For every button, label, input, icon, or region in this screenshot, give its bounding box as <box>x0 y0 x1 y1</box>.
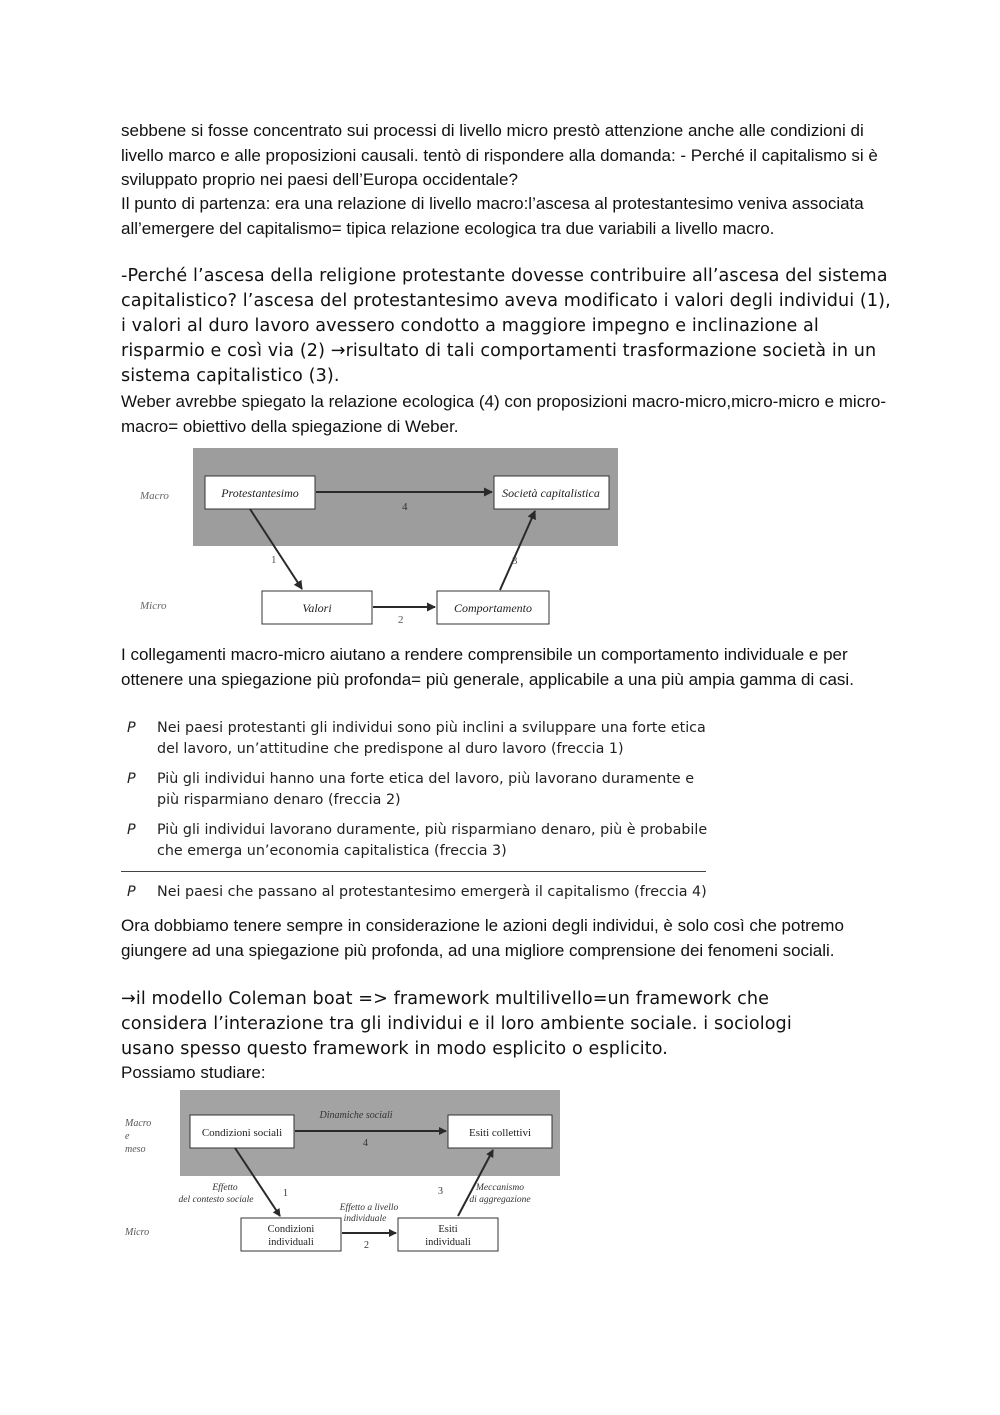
box-esiti-collettivi <box>448 1115 552 1148</box>
effetto-individuale-label-1: Effetto a livello <box>339 1203 399 1213</box>
meccanismo-label-2: di aggregazione <box>469 1195 531 1205</box>
propositions-list <box>121 718 711 912</box>
paragraph-individual-actions: Ora dobbiamo tenere sempre in considerazione le azioni degli individui, è solo così che potremo giungere ad una spiegazione più profonda, ad una migliore comprensione dei fenomeni sociali. <box>121 916 844 960</box>
meso-label: meso <box>125 1144 146 1155</box>
arrow-2-label: 2 <box>398 614 404 626</box>
svg-text:Esiti collettivi: Esiti collettivi <box>468 1127 532 1139</box>
meccanismo-label-1: Meccanismo <box>475 1183 525 1193</box>
macro-e-label: e <box>125 1131 130 1142</box>
paragraph-starting-point: Il punto di partenza: era una relazione di livello macro:l’ascesa al protestantesimo veniva associata all’emergere del capitalismo= tipica relazione ecologica tra due variabili a livello macro. <box>121 194 864 238</box>
proposition-2: P Più gli individui hanno una forte etica del lavoro, più lavorano duramente e più risparmiano denaro (freccia 2) <box>127 771 695 808</box>
box-comportamento <box>437 591 549 624</box>
box-protestantesimo <box>205 476 315 509</box>
svg-text:Comportamento: Comportamento <box>454 601 532 615</box>
micro-label: Micro <box>125 1227 150 1238</box>
coleman-boat-diagram <box>120 1088 570 1258</box>
arrow-3-label: 3 <box>512 555 518 567</box>
box-condizioni-individuali <box>241 1218 341 1251</box>
svg-text:Condizioni sociali: Condizioni sociali <box>201 1127 283 1139</box>
effetto-contesto-label-2: del contesto sociale <box>178 1195 254 1205</box>
arrow-1-label: 1 <box>283 1188 288 1199</box>
box-condizioni-sociali <box>190 1115 294 1148</box>
micro-label: Micro <box>140 600 167 612</box>
paragraph-weber-explanation: Weber avrebbe spiegato la relazione ecologica (4) con proposizioni macro-micro,micro-micro e micro-macro= obiettivo della spiegazione di Weber. <box>121 392 886 436</box>
paragraph-protestant-rise: -Perché l’ascesa della religione protestante dovesse contribuire all’ascesa del sistema capitalistico? l’ascesa del protestantesimo aveva modificato i valori degli individui (1), i valori al duro lavoro avessero condotto a maggiore impegno e inclinazione al risparmio e così via (2) →risultato di tali comportamenti trasformazione società in un sistema capitalistico (3). <box>121 266 891 386</box>
paragraph-coleman-boat: →il modello Coleman boat => framework multilivello=un framework che considera l’interazione tra gli individui e il loro ambiente sociale. i sociologi usano spesso questo framework in modo esplicito o esplicito. <box>121 989 792 1059</box>
box-esiti-individuali <box>398 1218 498 1251</box>
arrow-1-label: 1 <box>271 554 277 566</box>
effetto-contesto-label-1: Effetto <box>212 1183 238 1193</box>
macro-label: Macro <box>125 1118 152 1129</box>
proposition-1: P Nei paesi protestanti gli individui sono più inclini a sviluppare una forte etica del lavoro, un’attitudine che predispone al duro lavoro (freccia 1) <box>127 720 706 757</box>
svg-text:Protestantesimo: Protestantesimo <box>221 486 299 500</box>
svg-text:Condizioni: Condizioni <box>267 1224 315 1235</box>
svg-text:individuali: individuali <box>268 1237 314 1248</box>
svg-text:Esiti: Esiti <box>438 1224 458 1235</box>
macro-label: Macro <box>140 490 169 502</box>
proposition-divider <box>121 871 706 872</box>
box-valori <box>262 591 372 624</box>
proposition-3: P Più gli individui lavorano duramente, più risparmiano denaro, più è probabile che emerga un’economia capitalistica (freccia 3) <box>127 822 708 859</box>
proposition-4: P Nei paesi che passano al protestantesimo emergerà il capitalismo (freccia 4) <box>127 884 707 900</box>
svg-text:Società capitalistica: Società capitalistica <box>502 486 600 500</box>
effetto-individuale-label-2: individuale <box>343 1214 387 1224</box>
arrow-4-label: 4 <box>363 1138 368 1149</box>
dinamiche-sociali-label: Dinamiche sociali <box>319 1110 393 1121</box>
svg-text:Valori: Valori <box>302 601 332 615</box>
arrow-4-label: 4 <box>402 501 408 513</box>
arrow-2-label: 2 <box>364 1240 369 1251</box>
paragraph-weber-question: sebbene si fosse concentrato sui processi di livello micro prestò attenzione anche alle condizioni di livello marco e alle proposizioni causali. tentò di rispondere alla domanda: - Perché il capitalismo si è sviluppato proprio nei paesi dell’Europa occidentale? <box>121 121 878 189</box>
weber-diagram <box>130 446 630 632</box>
svg-text:individuali: individuali <box>425 1237 471 1248</box>
arrow-3-label: 3 <box>438 1186 443 1197</box>
paragraph-possiamo-studiare: Possiamo studiare: <box>121 1063 266 1082</box>
paragraph-macro-micro-links: I collegamenti macro-micro aiutano a rendere comprensibile un comportamento individuale e per ottenere una spiegazione più profonda= più generale, applicabile a una più ampia gamma di casi. <box>121 645 854 689</box>
box-societa-capitalistica <box>494 476 609 509</box>
